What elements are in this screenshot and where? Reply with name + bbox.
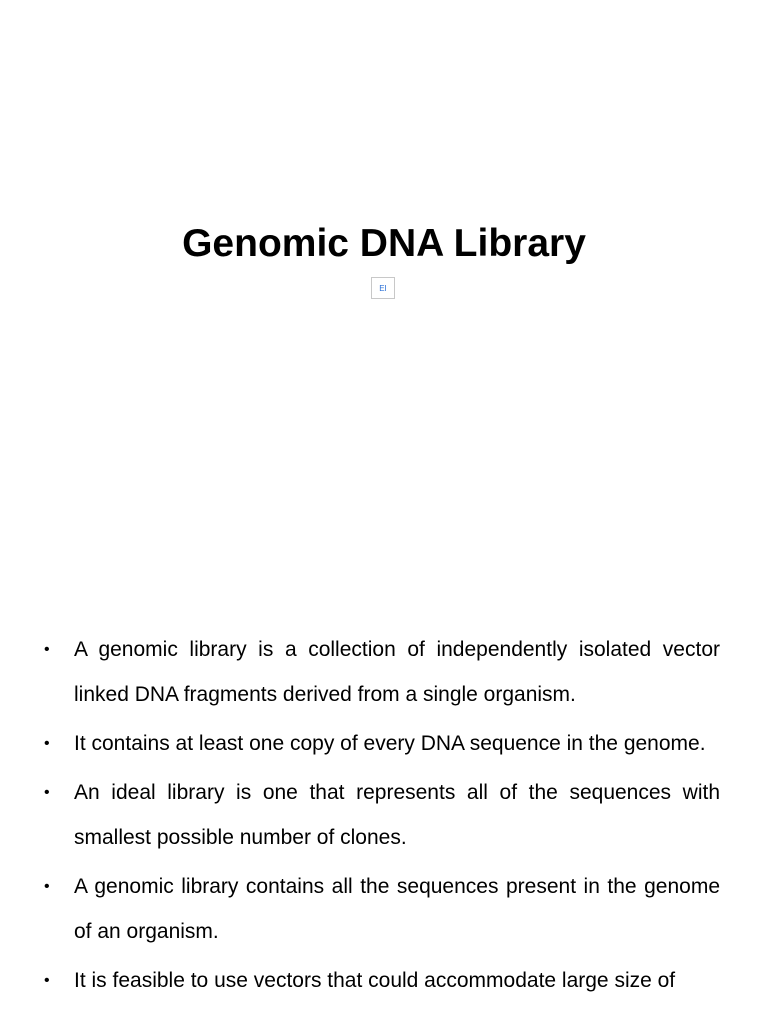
bullet-list — [44, 627, 720, 1007]
bullet-icon: • — [44, 972, 50, 989]
bullet-icon: • — [44, 735, 50, 752]
bullet-text: It contains at least one copy of every DNA sequence in the genome. — [74, 732, 706, 755]
list-item — [44, 721, 720, 766]
broken-image-icon — [371, 277, 395, 299]
bullet-text: A genomic library contains all the sequences present in the genome of an organism. — [74, 875, 720, 943]
bullet-text: A genomic library is a collection of independently isolated vector linked DNA fragments derived from a single organism. — [74, 638, 720, 706]
image-placeholder-label: EI — [379, 283, 387, 293]
list-item — [44, 864, 720, 954]
bullet-icon: • — [44, 641, 50, 658]
bullet-icon: • — [44, 878, 50, 895]
bullet-text: An ideal library is one that represents all of the sequences with smallest possible number of clones. — [74, 781, 720, 849]
list-item — [44, 770, 720, 860]
bullet-text: It is feasible to use vectors that could accommodate large size of — [74, 969, 676, 992]
list-item — [44, 958, 720, 1003]
bullet-icon: • — [44, 784, 50, 801]
slide-title: Genomic DNA Library — [182, 222, 586, 265]
list-item — [44, 627, 720, 717]
